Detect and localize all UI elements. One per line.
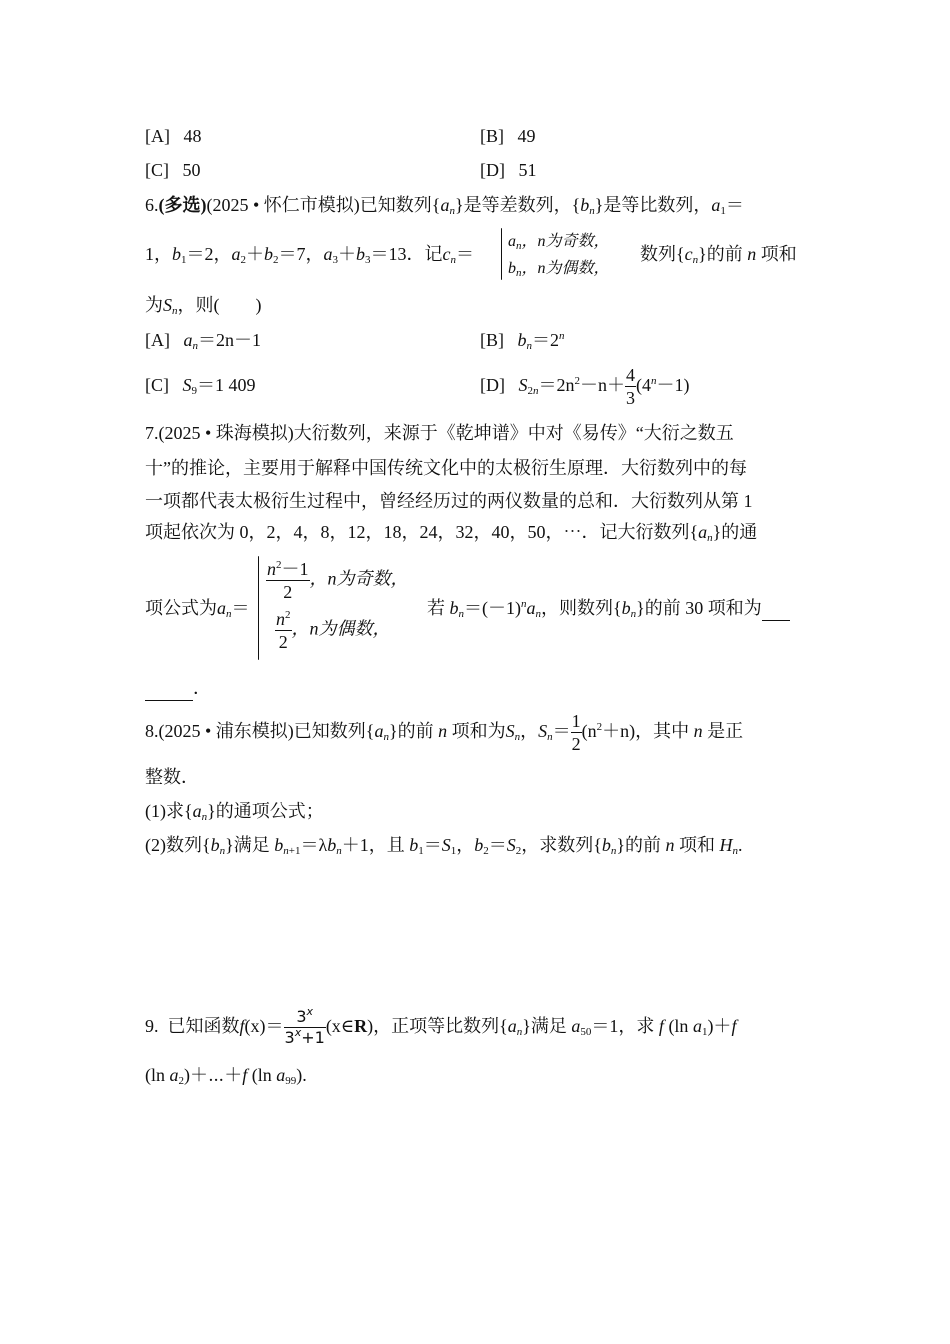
q8-text: }的前: [388, 721, 434, 741]
q8-text: 项和为: [451, 721, 506, 741]
q7-text: 若: [427, 598, 445, 618]
q8-text: ，: [456, 835, 475, 855]
q5-option-c: [145, 158, 201, 182]
q9-text: )＋: [707, 1016, 732, 1036]
q6-number: 6.: [145, 195, 159, 215]
q7-case-odd-text: ，n为奇数，: [309, 568, 409, 589]
q5-option-d-label: [D]: [480, 160, 505, 180]
q9-line-1: 9. 已知函数f(x)＝ $\frac{3^x}{3^x+1}$ (x∈R)，正项等比数列$\{a_n\}$满足 $a_{50}=1$，求 f (ln $a_1)+f$: [145, 1005, 737, 1048]
q9-text: ).: [296, 1065, 307, 1085]
q6-case-even-text: ，n为偶数，: [521, 260, 610, 277]
q7-number: 7.: [145, 423, 159, 443]
q7-text: 项公式为: [145, 598, 217, 618]
q7-case-even-text: ，n为偶数，: [291, 618, 391, 639]
q6-brace: [501, 228, 502, 280]
q7-text: 十”的推论，主要用于解释中国传统文化中的太极衍生原理．大衍数列中的每: [145, 458, 747, 478]
q6-option-b-text: ＝2: [532, 330, 559, 350]
q7-line-5: 项公式为$a_n=$: [145, 598, 250, 620]
q9-text: (ln: [251, 1065, 272, 1085]
q8-text: (2025 • 浦东模拟)已知数列{: [158, 721, 375, 741]
q5-option-b-text: 49: [517, 126, 536, 146]
q6-text: 为: [145, 295, 163, 315]
q6-text: }的前: [698, 244, 743, 264]
q7-line-5-end: 若 $b_n=(-1)^na_n$，则数列$\{b_n\}$的前 30 项和为: [427, 596, 790, 621]
q8-part-1: (1)求$\{a_n\}$的通项公式；: [145, 801, 324, 823]
q6-option-d-text: ＝2n: [538, 375, 575, 395]
q6-text: ＝7，: [278, 244, 324, 264]
q6-case-odd-text: ，n为奇数，: [521, 233, 610, 250]
q8-text: ，求数列{: [521, 835, 602, 855]
q8-text: }的前: [616, 835, 662, 855]
q8-text: ，: [520, 721, 539, 741]
q7-line-3: [145, 489, 753, 513]
q8-text: ＋n)，其中: [602, 721, 690, 741]
q7-text: }的通: [712, 522, 758, 542]
q7-line-4: 项起依次为 0，2，4，8，12，18，24，32，40，50，⋯．记大衍数列$\{a_n\}$的通: [145, 522, 758, 544]
q6-text: ＋: [246, 244, 264, 264]
q5-option-a: [145, 124, 202, 148]
q8-text: (1)求{: [145, 801, 193, 821]
q6-option-c-label: [C]: [145, 375, 169, 395]
q6-option-b-label: [B]: [480, 330, 504, 350]
q8-text: 是正: [707, 721, 744, 741]
q6-option-d-text: －n＋: [580, 375, 625, 395]
q9-text: R: [354, 1016, 368, 1036]
q6-option-c-text: ＝1 409: [197, 375, 256, 395]
q6-line-2-end: 数列$\{c_n\}$的前 n 项和: [640, 244, 797, 266]
q9-text: 已知函数: [167, 1016, 240, 1036]
q6-text: 数列{: [640, 244, 685, 264]
q7-text: ＝(－1): [464, 598, 521, 618]
q6-text: }是等差数列，{: [454, 195, 581, 215]
q7-text: (2025 • 珠海模拟)大衍数列，来源于《乾坤谱》中对《易传》“大衍之数五: [158, 423, 734, 443]
q6-line-3: 为$S_n$，则( ): [145, 295, 262, 317]
q7-line-1: [145, 421, 734, 445]
q9-line-2: (ln $a_2)+\cdots+f$ (ln $a_{99}$).: [145, 1065, 307, 1087]
q6-text: ，则( ): [177, 295, 262, 315]
q8-text: (2)数列{: [145, 835, 211, 855]
q7-answer-blank[interactable]: [762, 596, 790, 621]
q8-number: 8.: [145, 721, 159, 741]
q6-case-odd: $a_n$，n为奇数，: [508, 233, 610, 252]
q9-number: 9.: [145, 1016, 159, 1036]
q6-line-1: 6.(多选)(2025 • 怀仁市模拟)已知数列$\{a_n\}$是等差数列，$\{b_n\}$是等比数列，$a_1=$: [145, 195, 744, 217]
q9-fraction: $\frac{3^x}{3^x+1}$: [284, 1005, 325, 1048]
q6-text: 项和: [760, 244, 797, 264]
q5-option-c-text: 50: [182, 160, 201, 180]
q6-text: ＋: [338, 244, 356, 264]
q8-text: }的通项公式；: [207, 801, 324, 821]
q5-option-a-text: 48: [183, 126, 202, 146]
q5-option-c-label: [C]: [145, 160, 169, 180]
q9-text: )＋⋯＋: [184, 1065, 243, 1085]
q7-text: }的前 30 项和为: [636, 598, 762, 618]
q7-text: 项起依次为 0，2，4，8，12，18，24，32，40，50，⋯．记大衍数列{: [145, 522, 699, 542]
q7-line-2: [145, 456, 747, 480]
q6-option-d-label: [D]: [480, 375, 505, 395]
q8-part-2: (2)数列$\{b_n\}$满足 $b_{n+1}=\lambda b_n+1$，且 $b_1=S_1$，$b_2=S_2$，求数列$\{b_n\}$的前 n 项和 $H_n$.: [145, 835, 743, 857]
q6-option-d-fraction: $\frac{4}{3}$: [626, 365, 635, 409]
q6-option-a-text: ＝2n－1: [198, 330, 261, 350]
q9-text: )，正项等比数列{: [367, 1016, 508, 1036]
q7-text: 一项都代表太极衍生过程中，曾经经历过的两仪数量的总和．大衍数列从第 1: [145, 491, 753, 511]
q8-text: 项和: [679, 835, 716, 855]
q9-text: ＝1，求: [591, 1016, 655, 1036]
q8-text: ＝: [552, 721, 571, 741]
q7-brace: [258, 556, 259, 660]
q6-text: 已知数列{: [359, 195, 441, 215]
q7-case-odd: [266, 560, 409, 601]
q6-text: ＝13．记: [370, 244, 443, 264]
q5-option-a-label: [A]: [145, 126, 170, 146]
q8-text: ＋1，且: [341, 835, 405, 855]
q7-line-6: [145, 676, 211, 701]
q9-text: }满足: [522, 1016, 567, 1036]
q5-option-d: [480, 158, 537, 182]
q6-option-c: [C] $S_9=1$ 409: [145, 375, 256, 397]
q7-case-even-fraction: $\frac{n^2}{2}$: [276, 609, 291, 652]
q9-text: (ln: [668, 1016, 689, 1036]
q8-text: 整数．: [145, 767, 199, 787]
q9-text: (x)＝: [244, 1016, 284, 1036]
q6-option-b: [B] $b_n=2^n$: [480, 330, 565, 352]
q6-option-a-label: [A]: [145, 330, 170, 350]
q6-source: (2025 • 怀仁市模拟): [206, 195, 360, 215]
q6-text: ＝2，: [186, 244, 232, 264]
q8-text: (n: [581, 721, 597, 741]
q9-text: (ln: [145, 1065, 165, 1085]
q6-option-d-text: (4: [636, 375, 651, 395]
q8-text: ＝: [423, 835, 442, 855]
q8-line-1: 8.(2025 • 浦东模拟)已知数列$\{a_n\}$的前 n 项和为$S_n$，$S_n=$ $\frac{1}{2}$ $(n^2+n)$，其中 n 是正: [145, 711, 744, 755]
q5-option-d-text: 51: [518, 160, 537, 180]
q6-option-a: [A] $a_n=2n-1$: [145, 330, 261, 352]
q7-answer-blank-continued[interactable]: [145, 676, 193, 701]
q8-text: }满足: [225, 835, 270, 855]
q8-line-2: [145, 765, 199, 789]
q8-fraction: $\frac{1}{2}$: [571, 711, 581, 755]
q6-option-d-text: －1): [656, 375, 690, 395]
q7-text: ，则数列{: [541, 598, 622, 618]
q6-text: 1，: [145, 244, 172, 264]
q8-text: ＝λ: [300, 835, 328, 855]
q6-tag: (多选): [158, 195, 207, 215]
q7-text: ．: [193, 678, 211, 698]
q8-text: ＝: [488, 835, 507, 855]
q6-case-even: $b_n$，n为偶数，: [508, 260, 610, 279]
q5-option-b: [480, 124, 536, 148]
q5-option-b-label: [B]: [480, 126, 504, 146]
q6-option-d: [D] $S_{2n}=2n^2-n+$ $\frac{4}{3}$ $(4^n-1)$: [480, 365, 690, 409]
q7-case-even: [275, 610, 391, 651]
q6-line-2: 1，$b_1=2$，$a_2+b_2=7$，$a_3+b_3=13$．记$c_n=$: [145, 244, 474, 266]
q6-text: ＝: [456, 244, 474, 264]
q9-text: (x∈: [325, 1016, 355, 1036]
q8-text: .: [738, 835, 743, 855]
q7-case-odd-fraction: $\frac{n^2-1}{2}$: [267, 559, 309, 602]
q6-text: }是等比数列，: [594, 195, 712, 215]
